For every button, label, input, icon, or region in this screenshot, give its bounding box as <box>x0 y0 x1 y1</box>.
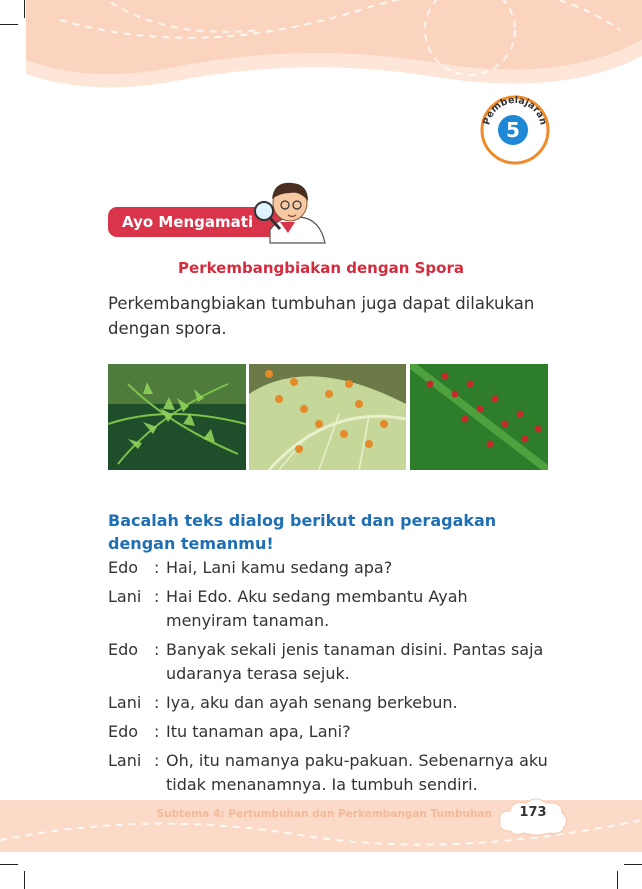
dialog-heading: Bacalah teks dialog berikut dan peragakan dengan temanmu! <box>108 511 497 553</box>
speaker-name: Lani <box>108 587 142 606</box>
dialog-text: Itu tanaman apa, Lani? <box>166 722 351 741</box>
speaker-colon: : <box>154 640 160 659</box>
activity-label: Ayo Mengamati <box>122 213 254 231</box>
dialog-line <box>108 720 568 744</box>
crop-mark <box>24 871 25 889</box>
footer-subtheme: Subtema 4: Pertumbuhan dan Perkembangan Tumbuhan <box>156 808 492 820</box>
dialog-text: Banyak sekali jenis tanaman disini. Pantas saja udaranya terasa sejuk. <box>166 640 544 683</box>
speaker-colon: : <box>154 558 160 577</box>
speaker-name: Edo <box>108 722 139 741</box>
dialog-text: Hai Edo. Aku sedang membantu Ayah menyiram tanaman. <box>166 587 468 630</box>
speaker-colon: : <box>154 751 160 770</box>
speaker-colon: : <box>154 693 160 712</box>
fern-spores-red-photo <box>410 364 548 470</box>
badge-word: Pembelajaran <box>481 95 549 127</box>
dialog-line <box>108 585 568 633</box>
speaker-name: Edo <box>108 640 139 659</box>
dialog-line <box>108 556 568 580</box>
speaker-name: Edo <box>108 558 139 577</box>
dialog-list <box>108 556 568 802</box>
dialog-line <box>108 691 568 715</box>
crop-mark <box>617 871 618 889</box>
intro-paragraph: Perkembangbiakan tumbuhan juga dapat dilakukan dengan spora. <box>108 294 535 338</box>
speaker-name: Lani <box>108 693 142 712</box>
fern-leaves-photo <box>108 364 246 470</box>
mascot-magnifier-icon <box>250 175 330 250</box>
dialog-text: Iya, aku dan ayah senang berkebun. <box>166 693 458 712</box>
section-title: Perkembangbiakan dengan Spora <box>178 259 464 277</box>
page-number: 173 <box>519 805 547 820</box>
lesson-number: 5 <box>498 115 528 145</box>
dialog-text: Oh, itu namanya paku-pakuan. Sebenarnya aku tidak menanamnya. Ia tumbuh sendiri. <box>166 751 548 794</box>
speaker-colon: : <box>154 722 160 741</box>
crop-mark <box>0 864 18 865</box>
speaker-name: Lani <box>108 751 142 770</box>
header-decoration <box>0 0 642 100</box>
dialog-line <box>108 638 568 686</box>
dialog-text: Hai, Lani kamu sedang apa? <box>166 558 393 577</box>
dialog-line <box>108 749 568 797</box>
fern-spores-orange-photo <box>249 364 406 470</box>
crop-mark <box>624 864 642 865</box>
speaker-colon: : <box>154 587 160 606</box>
